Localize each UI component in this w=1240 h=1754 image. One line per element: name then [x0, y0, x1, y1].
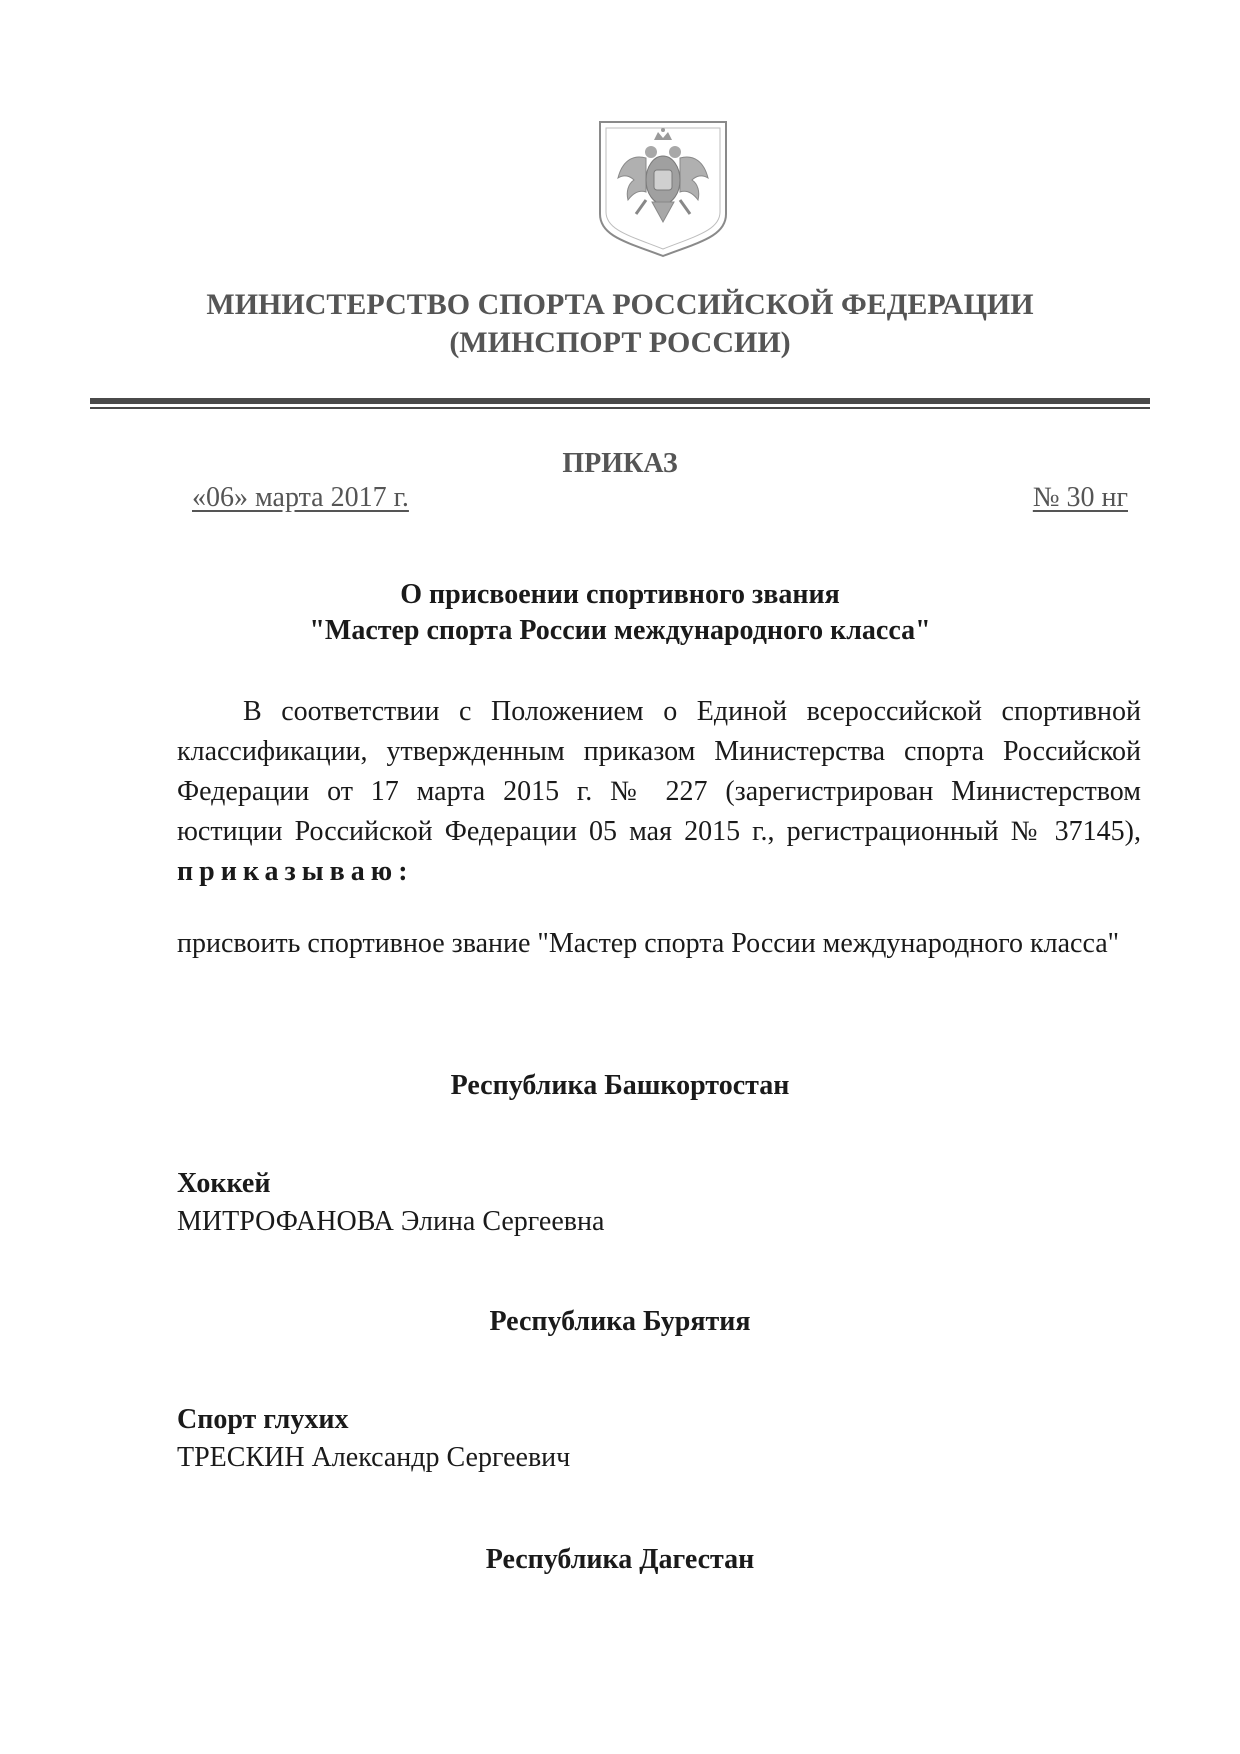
- header-divider-thin: [90, 407, 1150, 409]
- athlete-name: МИТРОФАНОВА Элина Сергеевна: [177, 1206, 605, 1237]
- region-heading: Республика Башкортостан: [450, 1070, 790, 1101]
- award-paragraph: присвоить спортивное звание "Мастер спорта России международного класса": [177, 928, 1120, 959]
- order-subject-line1: О присвоении спортивного звания: [400, 579, 840, 610]
- region-heading: Республика Бурятия: [489, 1306, 751, 1337]
- order-number: № 30 нг: [1032, 482, 1128, 513]
- order-date: «06» марта 2017 г.: [192, 482, 409, 513]
- preamble-text: В соответствии с Положением о Единой всероссийской спортивной классификации, утвержденным приказом Министерства спорта Российской Федерации от 17 марта 2015 г. № 227 (зарегистрирован Министерством юстиции Российской Федерации 05 мая 2015 г., регистрационный № 37145),: [177, 696, 1141, 847]
- preamble-colon: :: [398, 856, 408, 887]
- preamble-paragraph: [177, 692, 1141, 892]
- order-subject-line2: "Мастер спорта России международного класса": [309, 615, 931, 646]
- russian-coat-of-arms-icon: [596, 118, 730, 258]
- sport-name: Хоккей: [177, 1168, 271, 1199]
- ministry-short-name: (МИНСПОРТ РОССИИ): [449, 326, 791, 359]
- header-divider-thick: [90, 398, 1150, 404]
- ministry-name: МИНИСТЕРСТВО СПОРТА РОССИЙСКОЙ ФЕДЕРАЦИИ: [206, 288, 1034, 321]
- order-title: ПРИКАЗ: [562, 448, 678, 479]
- order-verb: приказываю: [177, 856, 399, 887]
- sport-name: Спорт глухих: [177, 1404, 349, 1435]
- region-heading: Республика Дагестан: [485, 1544, 755, 1575]
- athlete-name: ТРЕСКИН Александр Сергеевич: [177, 1442, 571, 1473]
